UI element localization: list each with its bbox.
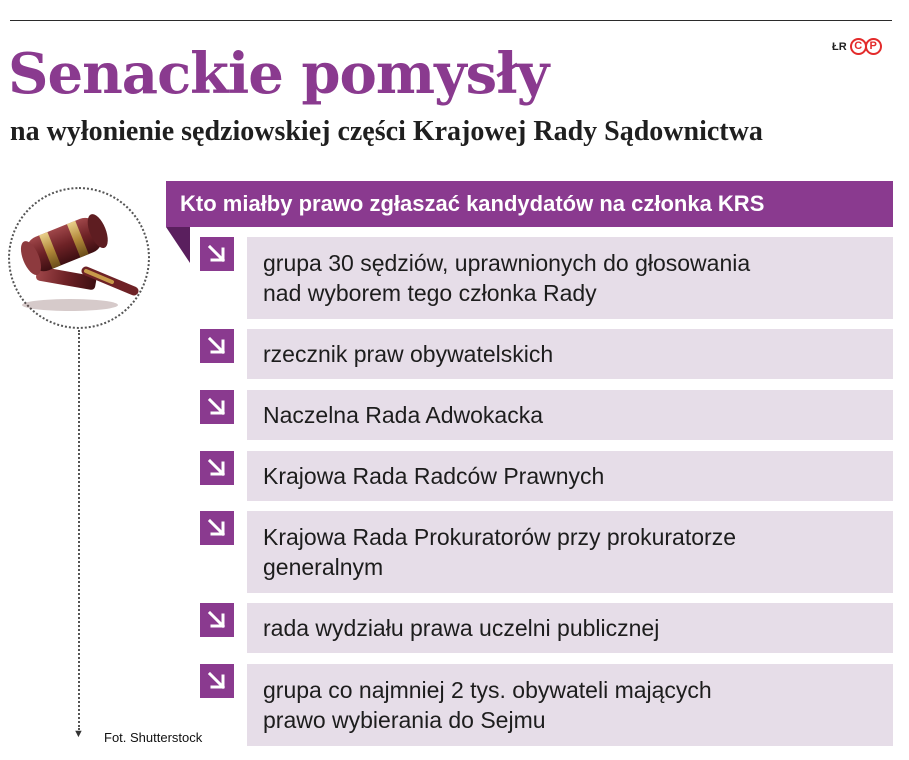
credits — [832, 38, 882, 55]
gavel-icon — [8, 187, 150, 329]
arrow-down-right-icon — [200, 664, 234, 698]
publisher-logo-letter-c: C — [850, 38, 867, 55]
list-header: Kto miałby prawo zgłaszać kandydatów na członka KRS — [166, 181, 893, 227]
list-item: Krajowa Rada Radców Prawnych — [247, 451, 893, 501]
connector-arrow-icon: ▼ — [73, 728, 84, 740]
arrow-down-right-icon — [200, 390, 234, 424]
header-tail — [166, 227, 190, 263]
arrow-down-right-icon — [200, 329, 234, 363]
arrow-down-right-icon — [200, 237, 234, 271]
author-initials: ŁR — [832, 40, 847, 53]
page-title: Senackie pomysły — [8, 41, 549, 107]
list-item: rzecznik praw obywatelskich — [247, 329, 893, 379]
publisher-logo — [852, 38, 882, 55]
list-item: grupa 30 sędziów, uprawnionych do głosowania nad wyborem tego członka Rady — [247, 237, 893, 319]
arrow-down-right-icon — [200, 451, 234, 485]
list-item: Naczelna Rada Adwokacka — [247, 390, 893, 440]
top-rule — [10, 20, 892, 21]
arrow-down-right-icon — [200, 511, 234, 545]
connector-line — [78, 330, 80, 730]
list-item: Krajowa Rada Prokuratorów przy prokuratorze generalnym — [247, 511, 893, 593]
list-item: grupa co najmniej 2 tys. obywateli mających prawo wybierania do Sejmu — [247, 664, 893, 746]
page-subtitle: na wyłonienie sędziowskiej części Krajowej Rady Sądownictwa — [10, 116, 763, 147]
publisher-logo-letter-p: P — [865, 38, 882, 55]
list-item: rada wydziału prawa uczelni publicznej — [247, 603, 893, 653]
photo-credit: Fot. Shutterstock — [104, 730, 203, 745]
arrow-down-right-icon — [200, 603, 234, 637]
